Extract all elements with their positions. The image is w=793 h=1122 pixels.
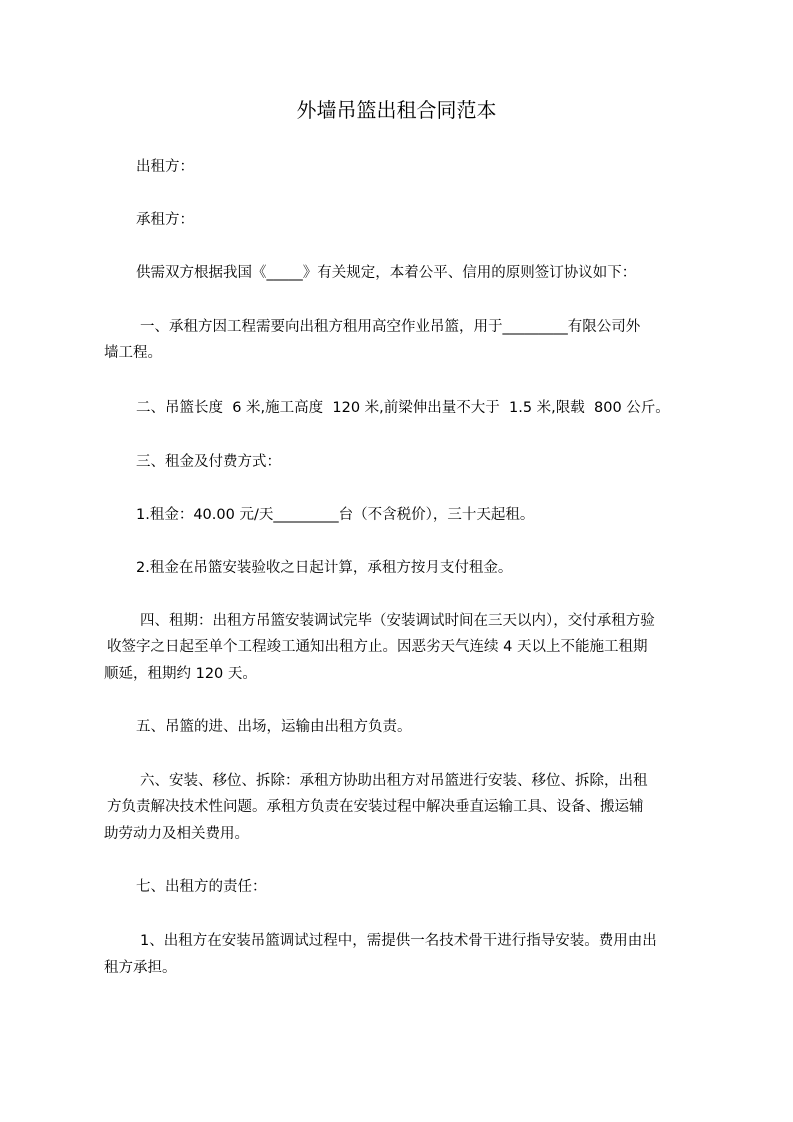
clause-5: 五、吊篮的进、出场，运输由出租方负责。	[136, 719, 412, 735]
clause-7-item-1-line: 1、出租方在安装吊篮调试过程中，需提供一名技术骨干进行指导安装。费用由出	[140, 933, 657, 949]
clause-2: 二、吊篮长度 6 米,施工高度 120 米,前梁伸出量不大于 1.5 米,限载 800 公斤。	[136, 400, 670, 416]
lessor-label: 出租方：	[136, 159, 194, 175]
clause-3-item-1: 1.租金：40.00 元/天_________台（不含税价），三十天起租。	[136, 507, 535, 523]
clause-6-line: 六、安装、移位、拆除：承租方协助出租方对吊篮进行安装、移位、拆除，出租	[140, 773, 648, 789]
clause-7-item-1-line: 租方承担。	[104, 960, 177, 976]
clause-6-line: 助劳动力及相关费用。	[104, 826, 249, 842]
clause-3-item-2: 2.租金在吊篮安装验收之日起计算，承租方按月支付租金。	[136, 560, 513, 576]
clause-4-line: 四、租期：出租方吊篮安装调试完毕（安装调试时间在三天以内），交付承租方验	[140, 613, 655, 629]
lessee-label: 承租方：	[136, 212, 194, 228]
intro-paragraph: 供需双方根据我国《_____》有关规定，本着公平、信用的原则签订协议如下：	[136, 265, 637, 281]
clause-1-line: 墙工程。	[104, 345, 162, 361]
clause-3-heading: 三、租金及付费方式：	[136, 454, 281, 470]
clause-4-line: 顺延，租期约 120 天。	[104, 666, 257, 682]
clause-6-line: 方负责解决技术性问题。承租方负责在安装过程中解决垂直运输工具、设备、搬运辅	[107, 799, 644, 815]
clause-1-line: 一、承租方因工程需要向出租方租用高空作业吊篮，用于_________有限公司外	[140, 319, 641, 335]
clause-4-line: 收签字之日起至单个工程竣工通知出租方止。因恶劣天气连续 4 天以上不能施工租期	[107, 639, 648, 655]
document-title: 外墙吊篮出租合同范本	[296, 98, 497, 122]
clause-7-heading: 七、出租方的责任：	[136, 879, 267, 895]
